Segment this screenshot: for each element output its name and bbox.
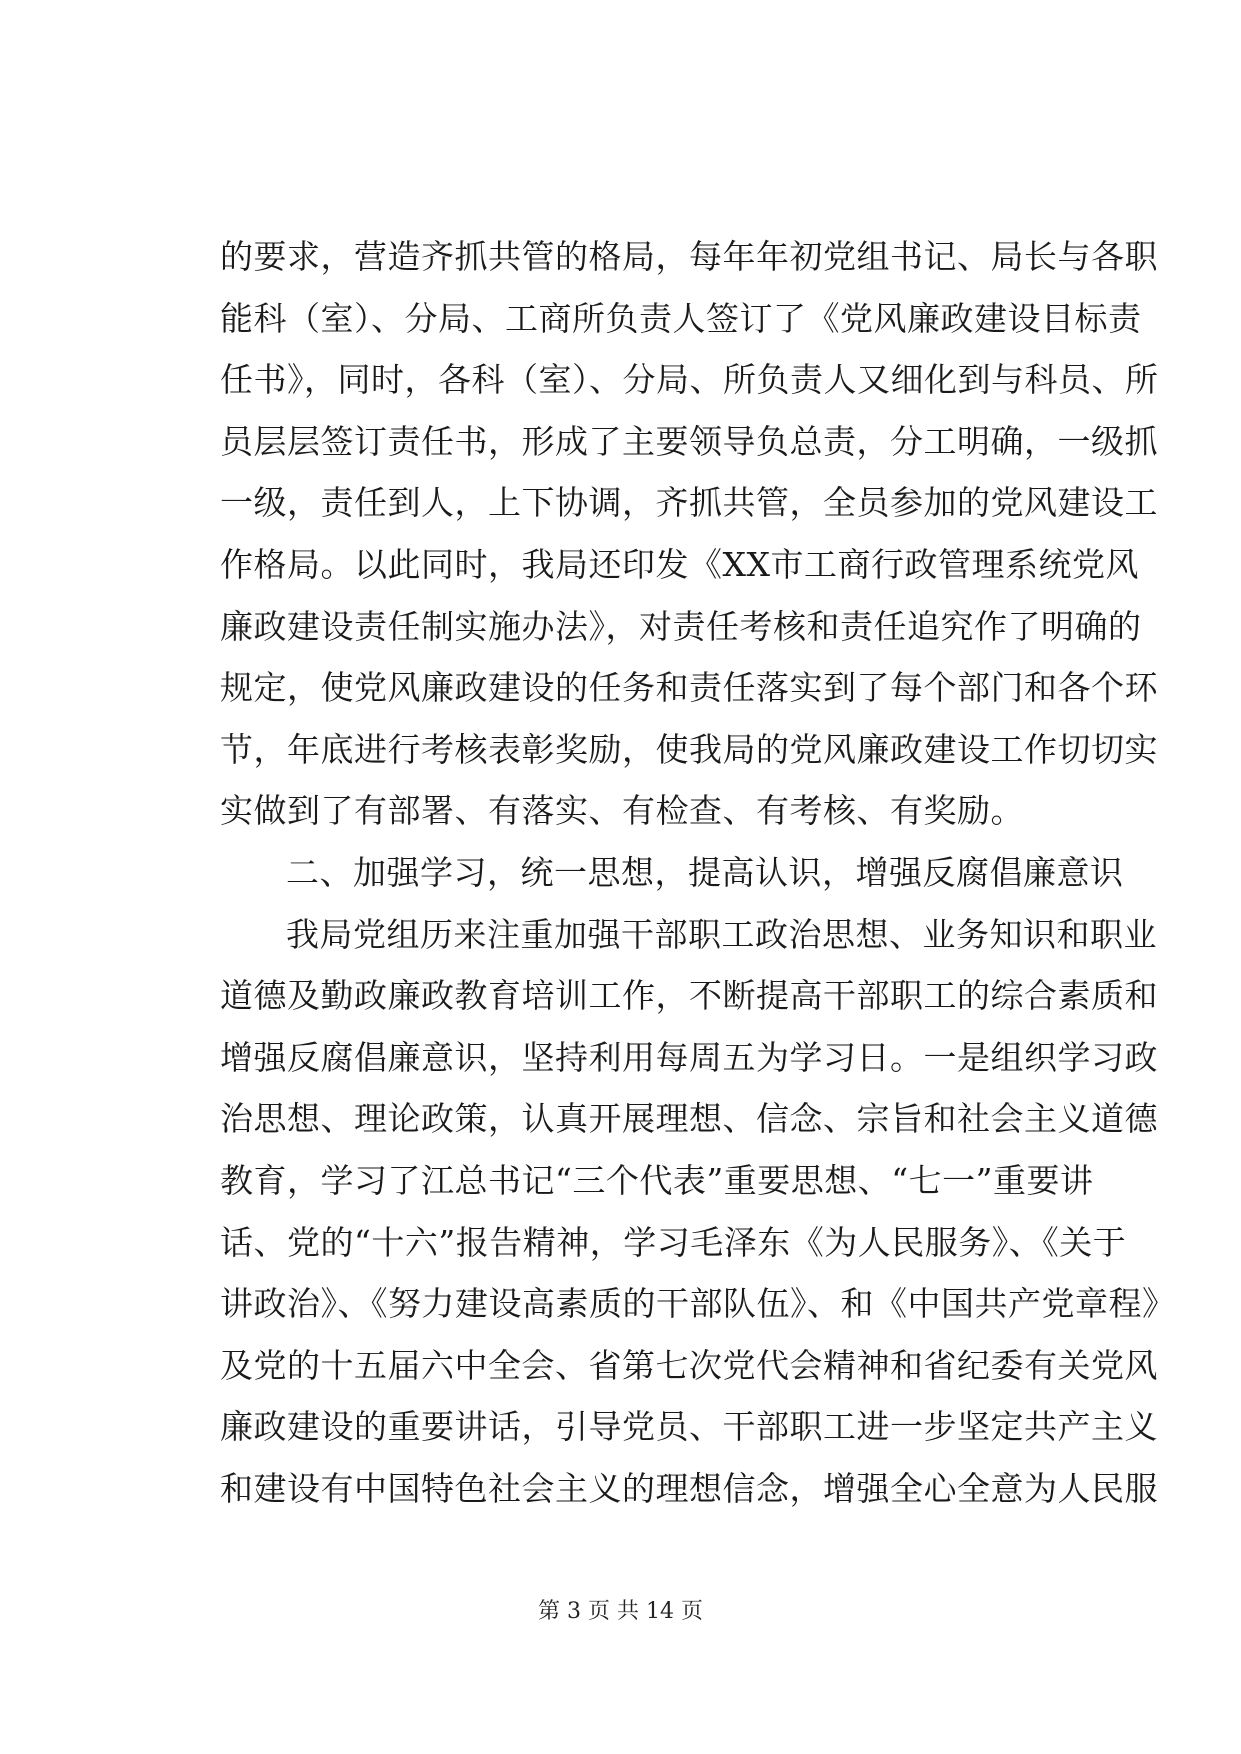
text-line: 话、党的“十六”报告精神，学习毛泽东《为人民服务》、《关于 <box>220 1222 1127 1262</box>
text-line: 能科（室）、分局、工商所负责人签订了《党风廉政建设目标责 <box>220 298 1142 338</box>
text-line: 任书》，同时，各科（室）、分局、所负责人又细化到与科员、所 <box>220 360 1159 400</box>
text-line: 的要求，营造齐抓共管的格局，每年年初党组书记、局长与各职 <box>220 237 1158 276</box>
text-line: 道德及勤政廉政教育培训工作，不断提高干部职工的综合素质和 <box>220 976 1158 1016</box>
text-line: 增强反腐倡廉意识，坚持利用每周五为学习日。一是组织学习政 <box>220 1037 1158 1077</box>
text-line: 及党的十五届六中全会、省第七次党代会精神和省纪委有关党风 <box>220 1345 1158 1385</box>
text-line: 治思想、理论政策，认真开展理想、信念、宗旨和社会主义道德 <box>220 1099 1158 1139</box>
text-line: 教育，学习了江总书记“三个代表”重要思想、“七一”重要讲 <box>220 1160 1094 1200</box>
section-heading: 二、加强学习，统一思想，提高认识，增强反腐倡廉意识 <box>286 852 1124 892</box>
text-line: 一级，责任到人，上下协调，齐抓共管，全员参加的党风建设工 <box>220 483 1158 523</box>
text-line: 作格局。以此同时，我局还印发《XX市工商行政管理系统党风 <box>220 544 1139 584</box>
text-line: 和建设有中国特色社会主义的理想信念，增强全心全意为人民服 <box>220 1468 1158 1508</box>
text-line: 廉政建设的重要讲话，引导党员、干部职工进一步坚定共产主义 <box>220 1407 1158 1447</box>
text-line: 规定，使党风廉政建设的任务和责任落实到了每个部门和各个环 <box>220 668 1158 708</box>
text-line: 员层层签订责任书，形成了主要领导负总责，分工明确，一级抓 <box>220 421 1158 461</box>
text-line: 节，年底进行考核表彰奖励，使我局的党风廉政建设工作切切实 <box>220 729 1158 769</box>
document-body <box>220 226 1176 1519</box>
paragraph-first-line: 我局党组历来注重加强干部职工政治思想、业务知识和职业 <box>286 914 1157 954</box>
page-footer: 第 3 页 共 14 页 <box>538 1599 703 1624</box>
text-line: 实做到了有部署、有落实、有检查、有考核、有奖励。 <box>220 791 1024 831</box>
text-line: 廉政建设责任制实施办法》，对责任考核和责任追究作了明确的 <box>220 606 1142 646</box>
text-line: 讲政治》、《努力建设高素质的干部队伍》、和《中国共产党章程》 <box>220 1284 1176 1324</box>
